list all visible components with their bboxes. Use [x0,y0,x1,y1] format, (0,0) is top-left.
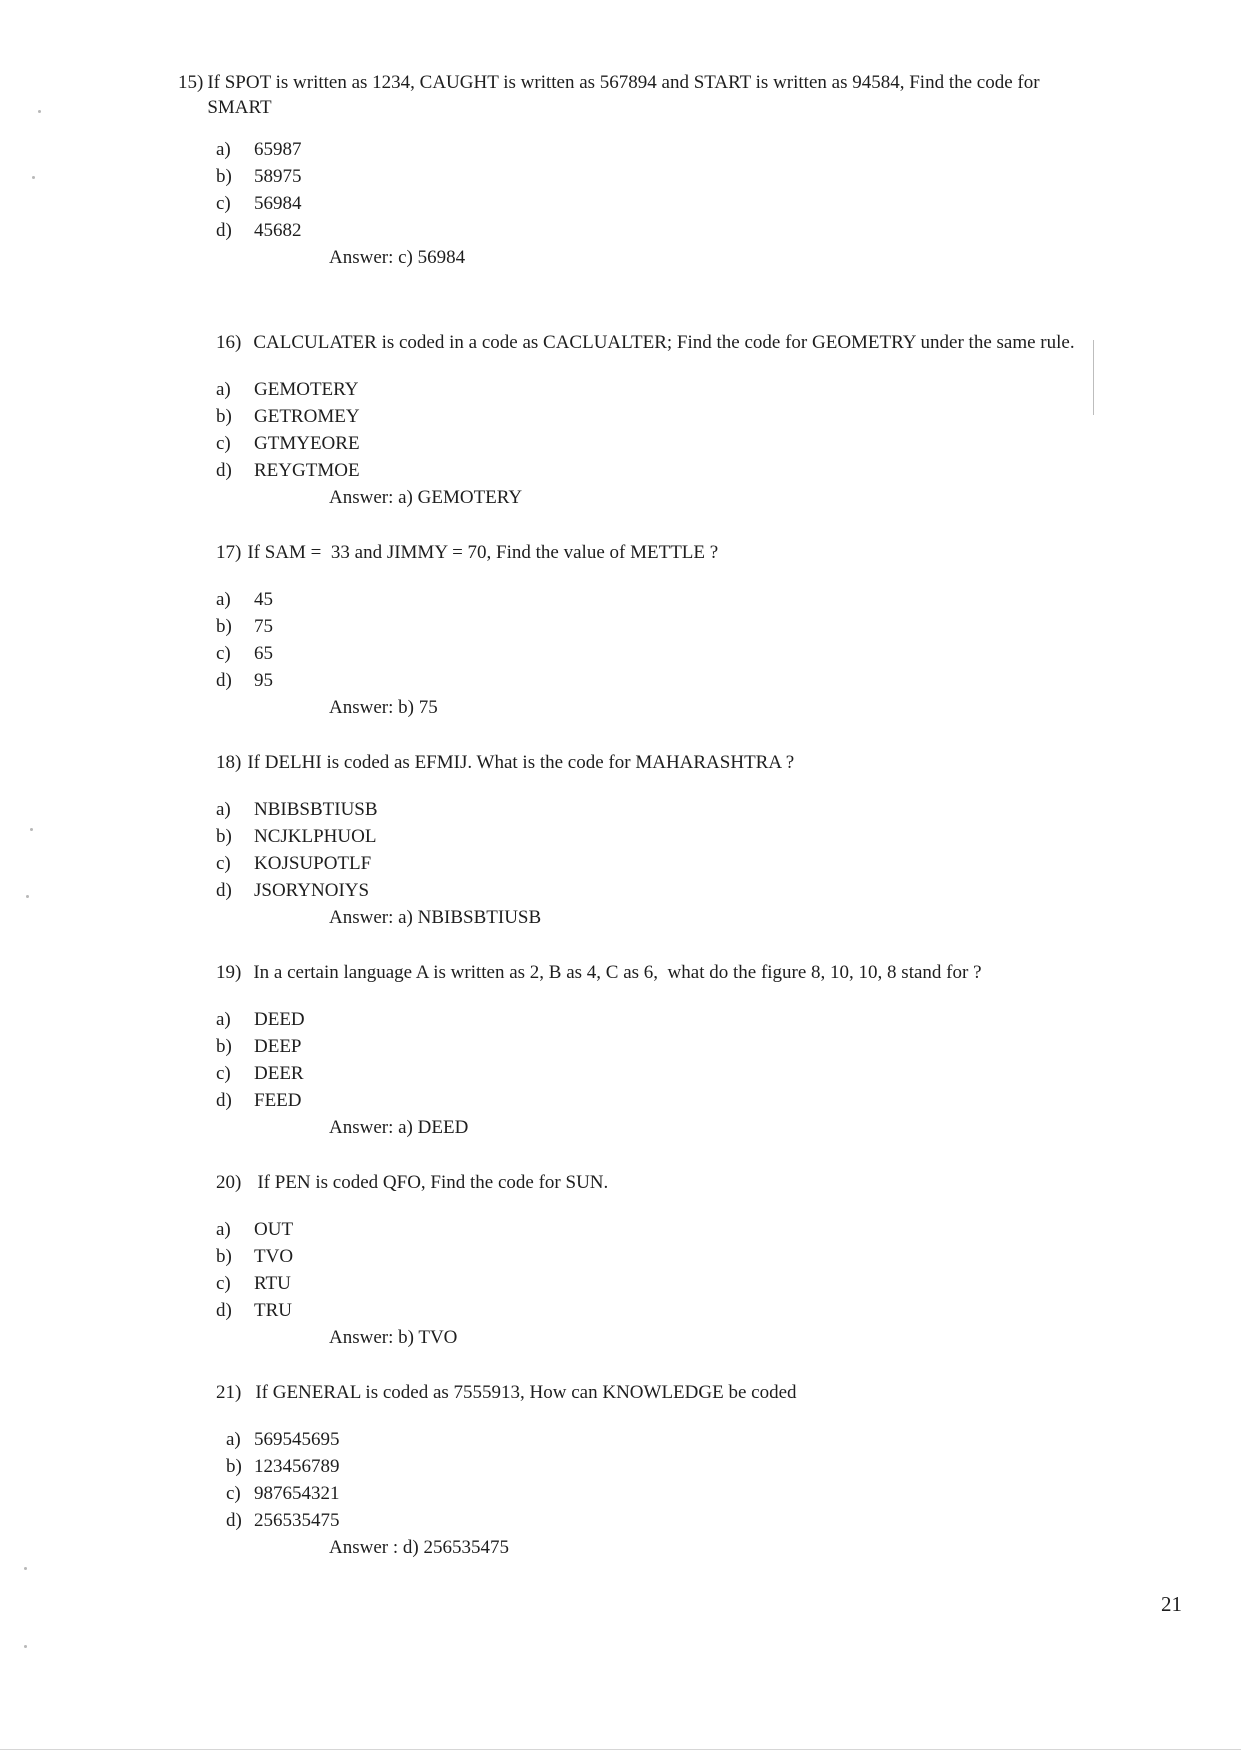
question-text: If DELHI is coded as EFMIJ. What is the code for MAHARASHTRA ? [247,752,795,773]
option-c [216,1270,1116,1297]
question-number: 17) [216,542,242,563]
option-a [216,1216,1116,1243]
option-letter: a) [216,589,231,610]
option-letter: c) [216,433,231,454]
options-list [216,1006,1116,1114]
option-letter: c) [216,1063,231,1084]
scan-speck [38,110,41,113]
question-text: If SAM = 33 and JIMMY = 70, Find the value of METTLE ? [247,542,719,563]
answer-line: Answer : d) 256535475 [329,1537,509,1558]
option-text: NCJKLPHUOL [254,826,377,847]
option-letter: d) [216,670,232,691]
option-a [216,376,1176,403]
option-d [226,1507,1116,1534]
scan-speck [26,895,29,898]
option-b [216,1033,1116,1060]
option-text: DEEP [254,1036,302,1057]
question-number: 15) [178,72,204,93]
option-letter: a) [216,1219,231,1240]
option-text: 95 [254,670,273,691]
question-number: 20) [216,1172,242,1193]
option-c [226,1480,1116,1507]
option-c [216,640,1116,667]
question-number: 19) [216,962,242,983]
question-18 [216,750,1116,931]
option-letter: b) [226,1456,242,1477]
answer-line: Answer: b) 75 [329,697,438,718]
option-letter: c) [216,193,231,214]
option-letter: c) [226,1483,241,1504]
options-list [216,376,1176,484]
option-text: GTMYEORE [254,433,360,454]
option-b [226,1453,1116,1480]
option-text: 45682 [254,220,302,241]
option-letter: a) [216,379,231,400]
option-b [216,403,1176,430]
options-list [216,586,1116,694]
option-letter: a) [226,1429,241,1450]
question-16 [216,330,1176,511]
page-number: 21 [1161,1592,1182,1616]
question-text: In a certain language A is written as 2, B as 4, C as 6, what do the figure 8, 10, 10, 8 stand for ? [253,962,982,983]
option-d [216,457,1176,484]
scan-speck [24,1567,27,1570]
option-letter: a) [216,1009,231,1030]
question-text: If SPOT is written as 1234, CAUGHT is written as 567894 and START is written as 94584, Find the code for SMART [207,72,1040,118]
option-text: TRU [254,1300,292,1321]
option-text: TVO [254,1246,294,1267]
scan-speck [32,176,35,179]
question-21 [216,1380,1116,1561]
question-stem [216,750,1116,775]
scan-speck [24,1645,27,1648]
option-letter: b) [216,1036,232,1057]
question-stem [216,1380,1116,1405]
question-20 [216,1170,1116,1351]
question-text: CALCULATER is coded in a code as CACLUALTER; Find the code for GEOMETRY under the same rule. [253,332,1075,353]
option-text: NBIBSBTIUSB [254,799,378,820]
option-text: GEMOTERY [254,379,359,400]
question-15 [178,70,1078,271]
option-text: KOJSUPOTLF [254,853,372,874]
option-letter: b) [216,1246,232,1267]
question-stem [216,1170,1116,1195]
question-number: 18) [216,752,242,773]
option-letter: d) [216,1300,232,1321]
option-text: 65987 [254,139,302,160]
question-stem [216,330,1176,355]
option-text: 56984 [254,193,302,214]
scan-streak [1093,340,1094,415]
option-d [216,667,1116,694]
option-letter: b) [216,166,232,187]
option-b [216,823,1116,850]
option-text: GETROMEY [254,406,360,427]
option-letter: c) [216,643,231,664]
question-stem [178,70,1078,120]
answer-line: Answer: a) GEMOTERY [329,487,523,508]
option-letter: d) [226,1510,242,1531]
option-letter: c) [216,853,231,874]
option-letter: a) [216,799,231,820]
question-stem [216,960,1116,985]
option-b [216,613,1116,640]
option-c [216,850,1116,877]
options-list [216,796,1116,904]
question-number: 16) [216,332,242,353]
option-letter: d) [216,460,232,481]
option-b [216,163,1078,190]
option-letter: d) [216,1090,232,1111]
option-text: OUT [254,1219,294,1240]
option-text: JSORYNOIYS [254,880,370,901]
option-text: 123456789 [254,1456,340,1477]
answer-line: Answer: b) TVO [329,1327,458,1348]
option-text: FEED [254,1090,302,1111]
question-number: 21) [216,1382,242,1403]
option-a [216,796,1116,823]
question-text: If PEN is coded QFO, Find the code for SUN. [257,1172,609,1193]
options-list [226,1426,1116,1534]
option-text: 256535475 [254,1510,340,1531]
question-17 [216,540,1116,721]
question-stem [216,540,1116,565]
option-c [216,190,1078,217]
option-c [216,430,1176,457]
options-list [216,1216,1116,1324]
answer-line: Answer: a) NBIBSBTIUSB [329,907,542,928]
option-text: DEER [254,1063,304,1084]
question-text: If GENERAL is coded as 7555913, How can KNOWLEDGE be coded [255,1382,797,1403]
option-a [226,1426,1116,1453]
option-text: REYGTMOE [254,460,360,481]
option-letter: d) [216,220,232,241]
option-letter: b) [216,616,232,637]
option-d [216,1087,1116,1114]
option-a [216,586,1116,613]
option-b [216,1243,1116,1270]
options-list [216,136,1078,244]
option-letter: b) [216,406,232,427]
question-19 [216,960,1116,1141]
option-c [216,1060,1116,1087]
answer-line: Answer: a) DEED [329,1117,469,1138]
option-text: 58975 [254,166,302,187]
answer-line: Answer: c) 56984 [329,247,466,268]
scan-edge-line [0,1749,1241,1750]
option-d [216,877,1116,904]
option-text: 987654321 [254,1483,340,1504]
option-letter: b) [216,826,232,847]
option-letter: a) [216,139,231,160]
option-text: 45 [254,589,273,610]
option-text: DEED [254,1009,305,1030]
option-text: 569545695 [254,1429,340,1450]
option-letter: d) [216,880,232,901]
option-d [216,1297,1116,1324]
option-letter: c) [216,1273,231,1294]
option-text: RTU [254,1273,291,1294]
option-text: 65 [254,643,273,664]
option-a [216,1006,1116,1033]
option-d [216,217,1078,244]
option-text: 75 [254,616,273,637]
scan-speck [30,828,33,831]
option-a [216,136,1078,163]
